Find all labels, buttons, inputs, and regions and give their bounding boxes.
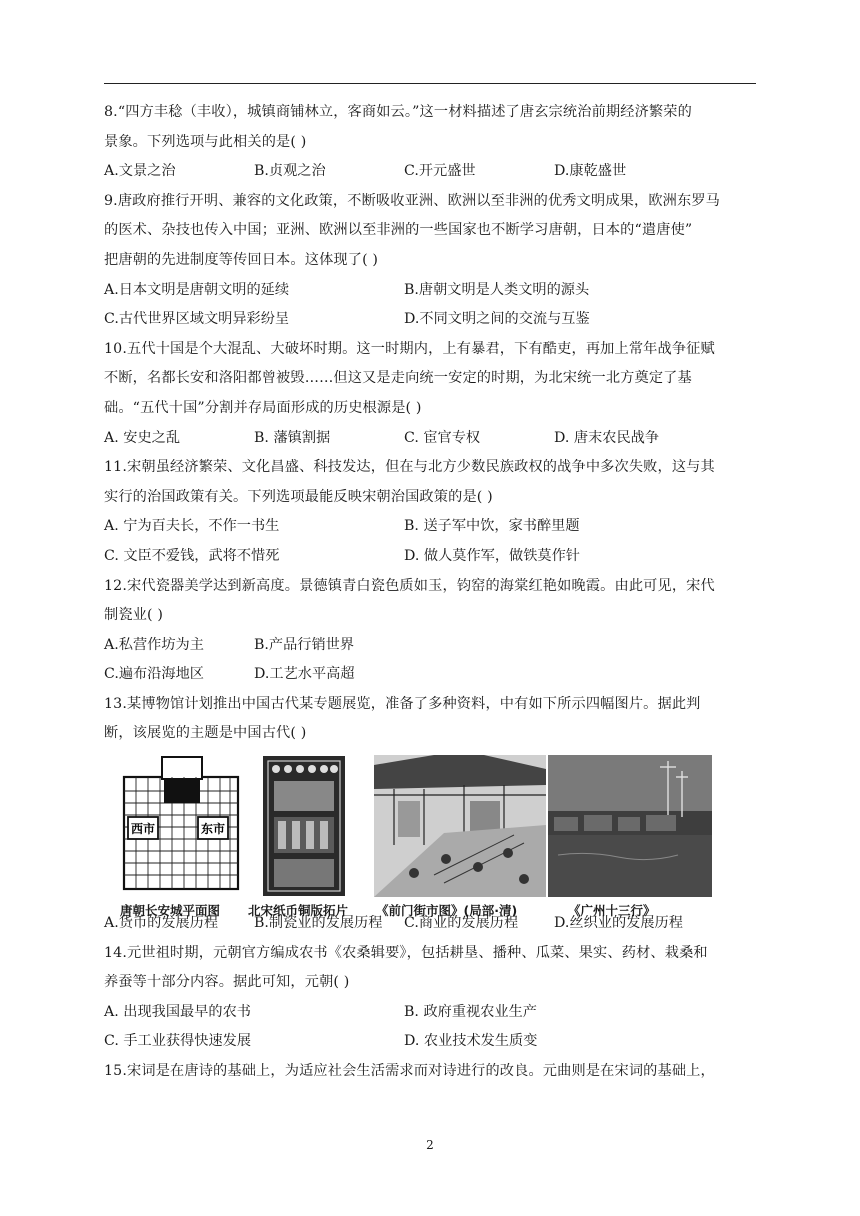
option-b: B.产品行销世界 bbox=[254, 636, 355, 653]
options-row bbox=[104, 305, 756, 335]
option-a: A.文景之治 bbox=[104, 163, 176, 180]
option-b: B. 藩镇割据 bbox=[254, 429, 331, 446]
options-row bbox=[104, 542, 756, 572]
option-a: A. 安史之乱 bbox=[104, 429, 181, 446]
options-row bbox=[104, 276, 756, 306]
question-13 bbox=[104, 690, 756, 939]
options-row bbox=[104, 512, 756, 542]
question-text: 实行的治国政策有关。下列选项最能反映宋朝治国政策的是( ) bbox=[104, 488, 493, 505]
question-text: 12.宋代瓷器美学达到新高度。景德镇青白瓷色质如玉，钧窑的海棠红艳如晚霞。由此可见，宋代 bbox=[104, 577, 715, 594]
options-row bbox=[104, 660, 756, 690]
option-d: D.不同文明之间的交流与互鉴 bbox=[404, 311, 590, 328]
qianmen-street-figure bbox=[374, 755, 546, 897]
question-text: 11.宋朝虽经济繁荣、文化昌盛、科技发达，但在与北方少数民族政权的战争中多次失败，这与其 bbox=[104, 459, 715, 476]
figure-caption: 北宋纸币铜版拓片 bbox=[248, 903, 349, 919]
option-a: A.私营作坊为主 bbox=[104, 636, 204, 653]
option-c: C.古代世界区域文明异彩纷呈 bbox=[104, 311, 290, 328]
question-10 bbox=[104, 335, 756, 453]
option-c: C.遍布沿海地区 bbox=[104, 666, 204, 683]
question-text: 的医术、杂技也传入中国；亚洲、欧洲以至非洲的一些国家也不断学习唐朝，日本的“遣唐使” bbox=[104, 222, 693, 239]
option-b: B.制瓷业的发展历程 bbox=[254, 915, 383, 932]
question-text: 14.元世祖时期，元朝官方编成农书《农桑辑要》，包括耕垦、播种、瓜菜、果实、药材、栽桑和 bbox=[104, 944, 708, 961]
options-row bbox=[104, 424, 756, 454]
page-number: 2 bbox=[426, 1138, 434, 1152]
question-text: 养蚕等十部分内容。据此可知，元朝( ) bbox=[104, 974, 350, 991]
question-text: 15.宋词是在唐诗的基础上，为适应社会生活需求而对诗进行的改良。元曲则是在宋词的基础上， bbox=[104, 1063, 715, 1080]
west-market-label: 西市 bbox=[130, 822, 156, 837]
question-text: 8.“四方丰稔（丰收），城镇商铺林立，客商如云。”这一材料描述了唐玄宗统治前期经济繁荣的 bbox=[104, 104, 692, 120]
question-14 bbox=[104, 939, 756, 1057]
option-b: B. 政府重视农业生产 bbox=[404, 1003, 537, 1020]
option-a: A.货币的发展历程 bbox=[104, 915, 219, 932]
question-text: 不断，名都长安和洛阳都曾被毁……但这又是走向统一安定的时期，为北宋统一北方奠定了基 bbox=[104, 370, 692, 387]
option-d: D.工艺水平高超 bbox=[254, 666, 355, 683]
option-c: C. 手工业获得快速发展 bbox=[104, 1033, 252, 1050]
question-15 bbox=[104, 1057, 756, 1087]
header-rule bbox=[104, 83, 756, 84]
guangzhou-hongs-figure bbox=[548, 755, 712, 897]
question-page bbox=[104, 98, 756, 1087]
option-d: D.丝织业的发展历程 bbox=[554, 915, 683, 932]
option-d: D. 做人莫作军，做铁莫作针 bbox=[404, 547, 580, 564]
option-c: C.开元盛世 bbox=[404, 163, 476, 180]
option-d: D.康乾盛世 bbox=[554, 163, 627, 180]
options-row bbox=[104, 909, 756, 939]
option-d: D. 唐末农民战争 bbox=[554, 429, 660, 446]
question-11 bbox=[104, 453, 756, 571]
question-text: 断，该展览的主题是中国古代( ) bbox=[104, 725, 307, 742]
paper-money-figure bbox=[262, 755, 346, 897]
options-row bbox=[104, 998, 756, 1028]
question-8 bbox=[104, 98, 756, 187]
option-c: C. 文臣不爱钱，武将不惜死 bbox=[104, 547, 280, 564]
option-d: D. 农业技术发生质变 bbox=[404, 1033, 538, 1050]
question-text: 13.某博物馆计划推出中国古代某专题展览，准备了多种资料，中有如下所示四幅图片。据此判 bbox=[104, 695, 701, 712]
option-b: B.唐朝文明是人类文明的源头 bbox=[404, 281, 590, 298]
figure-caption: 唐朝长安城平面图 bbox=[120, 903, 221, 919]
question-12 bbox=[104, 572, 756, 690]
options-row bbox=[104, 631, 756, 661]
question-text: 础。“五代十国”分割并存局面形成的历史根源是( ) bbox=[104, 399, 422, 416]
changan-map-figure bbox=[122, 755, 242, 895]
question-text: 制瓷业( ) bbox=[104, 607, 164, 624]
option-b: B. 送子军中饮，家书醉里题 bbox=[404, 518, 580, 535]
option-a: A. 宁为百夫长，不作一书生 bbox=[104, 518, 280, 535]
question-text: 把唐朝的先进制度等传回日本。这体现了( ) bbox=[104, 251, 379, 268]
option-b: B.贞观之治 bbox=[254, 163, 326, 180]
option-c: C. 宦官专权 bbox=[404, 429, 481, 446]
question-text: 10.五代十国是个大混乱、大破坏时期。这一时期内，上有暴君，下有酷吏，再加上常年战争征赋 bbox=[104, 340, 715, 357]
question-text: 景象。下列选项与此相关的是( ) bbox=[104, 133, 307, 150]
question-text: 9.唐政府推行开明、兼容的文化政策，不断吸收亚洲、欧洲以至非洲的优秀文明成果，欧洲东罗马 bbox=[104, 192, 721, 209]
option-c: C.商业的发展历程 bbox=[404, 915, 519, 932]
options-row bbox=[104, 157, 756, 187]
figure-caption: 《前门街市图》(局部·清) bbox=[376, 903, 518, 919]
east-market-label: 东市 bbox=[200, 822, 226, 837]
figure-caption: 《广州十三行》 bbox=[568, 903, 656, 919]
question-9 bbox=[104, 187, 756, 335]
options-row bbox=[104, 1027, 756, 1057]
option-a: A.日本文明是唐朝文明的延续 bbox=[104, 281, 290, 298]
option-a: A. 出现我国最早的农书 bbox=[104, 1003, 251, 1020]
